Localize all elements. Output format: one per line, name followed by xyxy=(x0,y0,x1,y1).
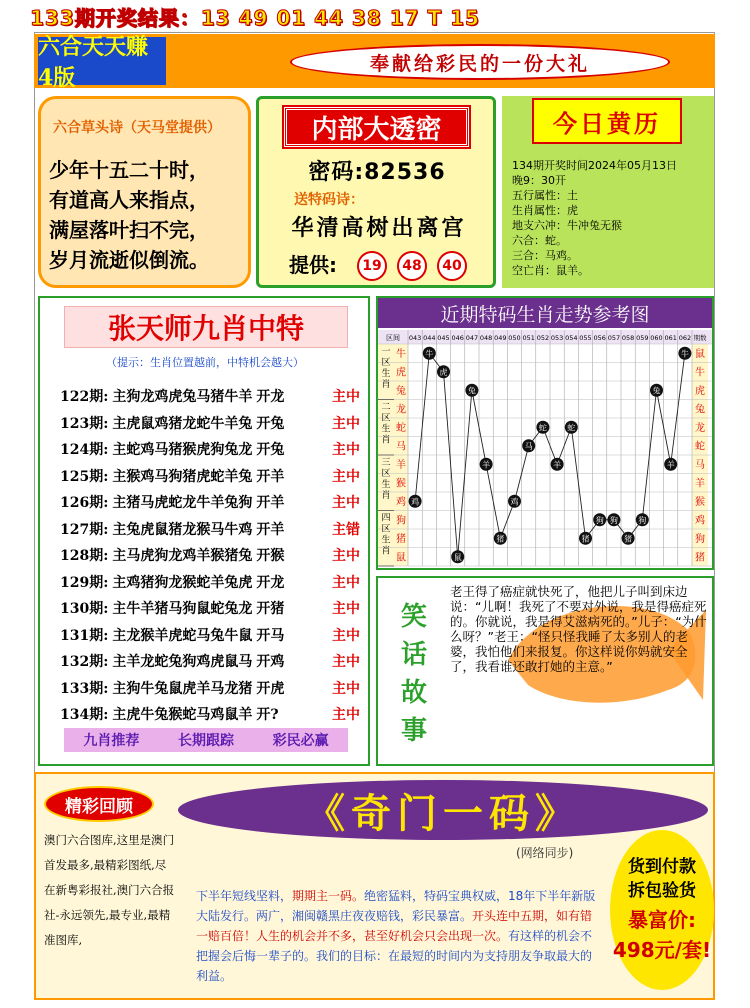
zodiac-row-label: 猪 xyxy=(396,533,406,545)
nine-zodiac-footer xyxy=(64,728,348,752)
trend-point-label: 蛇 xyxy=(567,423,576,433)
send-label: 送特码诗： xyxy=(294,192,364,208)
zodiac-row-label: 兔 xyxy=(695,404,705,416)
trend-point-label: 鼠 xyxy=(453,552,462,562)
zone-label: 肖 xyxy=(381,435,391,446)
period-label: 048 xyxy=(479,334,493,342)
nine-zodiac-tip: （提示：生肖位置越前，中特机会越大） xyxy=(106,356,304,369)
zodiac-row-label: 龙 xyxy=(396,404,406,416)
row-open: 开鸡 xyxy=(256,654,285,670)
trend-chart-panel xyxy=(376,296,714,570)
period-label: 060 xyxy=(650,334,663,342)
row-picks: 主猴鸡马狗猪虎蛇羊兔 xyxy=(112,468,253,485)
zodiac-row-label: 蛇 xyxy=(396,422,406,434)
trend-point-label: 猪 xyxy=(581,534,590,544)
almanac-line: 生肖属性：虎 xyxy=(512,204,578,217)
zodiac-row-label: 猴 xyxy=(396,478,406,490)
zone-label: 生 xyxy=(381,368,391,379)
row-open: 开虎 xyxy=(256,680,285,697)
footer-text: 长期跟踪 xyxy=(177,733,234,749)
row-period: 128期: xyxy=(60,548,109,564)
zodiac-row-label: 鸡 xyxy=(396,496,406,508)
row-open: 开兔 xyxy=(256,415,285,432)
almanac-line: 地支六冲：牛冲兔无猴 xyxy=(512,219,622,232)
cod-badge: 货到付款 拆包验货 暴富价: 498元/套! xyxy=(610,830,714,990)
poem-line: 少年十五二十时， xyxy=(49,158,209,182)
joke-text: 老王得了癌症就快死了，他把儿子叫到床边说：“儿啊！我死了不要对外说，我是得癌症死的。你就说，我是得艾滋病死的。”儿子：“为什么呀？”老王：“怪只怪我睡了太多别人的老婆，我怕他们来报复。你这样说你妈就安全了，我看谁还敢打她的主意。” xyxy=(450,584,707,674)
period-label: 057 xyxy=(607,334,621,342)
period-label: 052 xyxy=(536,334,550,342)
zodiac-row-label: 羊 xyxy=(396,459,406,471)
prediction-row xyxy=(60,704,360,728)
joke-panel xyxy=(376,576,714,766)
promo-description: 下半年短线坚料，期期主一码。绝密猛料，特码宝典权威，18年下半年新版大陆发行。两广，湘闽赣黑庄夜夜赔钱，彩民暴富。开头连中五期，如有错一赔百倍！人生的机会并不多，甚至好机会只会出现一次。有这样的机会不把握会后悔一辈子的。我们的目标：在最短的时间内为支持朋友争取最大的利益。 xyxy=(196,889,596,983)
number-ball: 48 xyxy=(397,251,427,281)
zone-label: 生 xyxy=(381,535,391,546)
trend-point-label: 兔 xyxy=(467,386,476,396)
row-result: 主中 xyxy=(332,415,360,432)
zodiac-row-label: 蛇 xyxy=(695,441,705,453)
period-label: 061 xyxy=(664,334,677,342)
trend-point-label: 马 xyxy=(524,441,533,451)
prediction-row xyxy=(60,545,360,569)
row-period: 131期: xyxy=(60,627,109,644)
almanac-line: 晚9：30开 xyxy=(512,174,566,187)
period-label: 047 xyxy=(465,334,479,342)
almanac-panel xyxy=(502,96,714,288)
row-result: 主中 xyxy=(332,680,360,697)
zone-label: 肖 xyxy=(381,546,391,557)
period-label: 053 xyxy=(550,334,564,342)
period-label: 045 xyxy=(437,334,450,342)
zodiac-row-label: 牛 xyxy=(396,348,406,360)
row-result: 主错 xyxy=(332,521,360,538)
prediction-row xyxy=(60,572,360,596)
poem-line: 岁月流逝似倒流。 xyxy=(49,248,209,272)
row-period: 124期: xyxy=(60,442,109,458)
row-period: 129期: xyxy=(60,574,109,591)
password: 密码:82536 xyxy=(308,160,446,185)
period-label: 043 xyxy=(408,334,422,342)
chart-title: 近期特码生肖走势参考图 xyxy=(378,298,712,328)
row-result: 主中 xyxy=(332,627,360,644)
row-result: 主中 xyxy=(332,495,360,511)
row-period: 127期: xyxy=(60,521,109,538)
trend-point-label: 狗 xyxy=(609,515,618,525)
zone-label: 生 xyxy=(381,424,391,435)
row-picks: 主兔虎鼠猪龙猴马牛鸡 xyxy=(112,521,253,538)
number-ball: 40 xyxy=(437,251,467,281)
prediction-row xyxy=(60,386,360,410)
special-hint: 华清高树出离宫 xyxy=(291,215,467,241)
row-open: 开马 xyxy=(256,627,285,644)
edition-badge: 六合天天赚 4版 xyxy=(38,37,166,85)
row-picks: 主牛羊猪马狗鼠蛇兔龙 xyxy=(112,601,253,617)
row-open: 开兔 xyxy=(256,442,285,458)
period-label: 050 xyxy=(508,334,521,342)
row-result: 主中 xyxy=(332,574,360,591)
secret-title: 内部大透密 xyxy=(284,107,469,147)
number-ball: 19 xyxy=(357,251,387,281)
poem-title: 六合草头诗（天马堂提供） xyxy=(53,120,221,136)
row-period: 130期: xyxy=(60,601,109,617)
poem-line: 有道高人来指点， xyxy=(49,188,209,212)
review-title: 精彩回顾 xyxy=(44,786,154,822)
prediction-row xyxy=(60,598,360,622)
row-result: 主中 xyxy=(332,389,360,405)
row-open: 开猴 xyxy=(256,548,285,564)
row-picks: 主猪马虎蛇龙牛羊兔狗 xyxy=(112,495,253,511)
row-picks: 主马虎狗龙鸡羊猴猪兔 xyxy=(112,548,253,564)
trend-point-label: 猪 xyxy=(624,534,633,544)
row-picks: 主狗牛兔鼠虎羊马龙猪 xyxy=(112,680,253,697)
row-picks: 主狗龙鸡虎兔马猪牛羊 xyxy=(112,389,253,405)
zone-label: 二 xyxy=(381,402,391,413)
nine-zodiac-panel xyxy=(38,296,370,766)
zodiac-row-label: 鼠 xyxy=(695,348,705,360)
result-banner: 133期开奖结果：13 49 01 44 38 17 T 15 xyxy=(30,6,480,30)
offer-label: 提供: xyxy=(289,253,337,277)
zone-label: 区 xyxy=(381,468,391,479)
period-label: 046 xyxy=(451,334,464,342)
trend-point-label: 鸡 xyxy=(411,497,420,507)
zodiac-row-label: 牛 xyxy=(695,367,705,379)
zone-label: 区 xyxy=(381,357,391,368)
prediction-row xyxy=(60,678,360,702)
zone-label: 一 xyxy=(381,346,391,357)
trend-point-label: 猪 xyxy=(496,534,505,544)
almanac-line: 134期开奖时间2024年05月13日 xyxy=(512,159,677,172)
trend-point-label: 羊 xyxy=(482,460,491,470)
period-label: 054 xyxy=(565,334,578,342)
trend-point-label: 蛇 xyxy=(538,423,547,433)
row-period: 122期: xyxy=(60,389,109,405)
row-picks: 主虎鼠鸡猪龙蛇牛羊兔 xyxy=(112,415,253,432)
zodiac-row-label: 羊 xyxy=(695,478,705,490)
zodiac-row-label: 鼠 xyxy=(396,552,406,564)
review-text: 澳门六合图库,这里是澳门首发最多,最精彩图纸,尽在新粤彩报社,澳门六合报社-永远领先,最专业,最精准图库, xyxy=(44,833,175,947)
trend-point-label: 羊 xyxy=(666,460,675,470)
zone-label: 四 xyxy=(381,513,391,524)
zone-label: 肖 xyxy=(381,490,391,501)
footer-text: 九肖推荐 xyxy=(83,733,140,749)
almanac-line: 五行属性：土 xyxy=(512,189,578,202)
row-result: 主中 xyxy=(332,707,360,723)
zodiac-row-label: 狗 xyxy=(396,515,406,527)
row-result: 主中 xyxy=(332,548,360,564)
slogan: 奉献给彩民的一份大礼 xyxy=(290,44,670,80)
zodiac-row-label: 猴 xyxy=(695,496,705,508)
row-result: 主中 xyxy=(332,654,360,670)
period-label: 055 xyxy=(579,334,592,342)
zodiac-row-label: 猪 xyxy=(695,552,705,564)
period-label: 059 xyxy=(636,334,649,342)
row-open: 开羊 xyxy=(256,468,285,485)
period-label: 062 xyxy=(678,334,692,342)
row-result: 主中 xyxy=(332,468,360,485)
row-period: 123期: xyxy=(60,415,109,432)
period-label: 058 xyxy=(621,334,635,342)
row-period: 133期: xyxy=(60,680,109,697)
prediction-row xyxy=(60,466,360,490)
trend-point-label: 牛 xyxy=(425,349,434,359)
period-label: 049 xyxy=(494,334,507,342)
zone-label: 肖 xyxy=(381,379,391,390)
row-open: 开龙 xyxy=(256,389,285,405)
row-open: 开? xyxy=(256,707,279,723)
zodiac-row-label: 鸡 xyxy=(695,515,705,527)
period-label: 044 xyxy=(423,334,436,342)
row-period: 132期: xyxy=(60,654,109,670)
prediction-row xyxy=(60,519,360,543)
trend-chart xyxy=(378,330,712,568)
zodiac-row-label: 狗 xyxy=(695,533,705,545)
prediction-row xyxy=(60,492,360,516)
zodiac-row-label: 兔 xyxy=(396,385,406,397)
trend-point-label: 狗 xyxy=(638,515,647,525)
period-label: 056 xyxy=(593,334,606,342)
trend-point-label: 狗 xyxy=(595,515,604,525)
zodiac-row-label: 龙 xyxy=(695,422,705,434)
almanac-line: 六合：蛇。 xyxy=(512,234,567,247)
prediction-row xyxy=(60,651,360,675)
prediction-row xyxy=(60,625,360,649)
zone-label: 三 xyxy=(381,457,391,468)
trend-point-label: 牛 xyxy=(680,349,689,359)
zodiac-row-label: 马 xyxy=(396,441,406,453)
row-picks: 主蛇鸡马猪猴虎狗兔龙 xyxy=(112,442,253,458)
row-open: 开羊 xyxy=(256,521,285,538)
row-picks: 主鸡猪狗龙猴蛇羊兔虎 xyxy=(112,574,253,591)
zone-label: 区 xyxy=(381,413,391,424)
almanac-line: 三合：马鸡。 xyxy=(512,249,578,262)
zodiac-row-label: 马 xyxy=(695,459,705,471)
secret-panel xyxy=(256,96,496,288)
nine-zodiac-title: 张天师九肖中特 xyxy=(64,306,348,348)
row-result: 主中 xyxy=(332,442,360,458)
row-picks: 主虎牛兔猴蛇马鸡鼠羊 xyxy=(112,707,253,723)
row-open: 开龙 xyxy=(256,574,285,591)
trend-point-label: 鸡 xyxy=(510,497,519,507)
prediction-row xyxy=(60,439,360,463)
trend-point-label: 羊 xyxy=(553,460,562,470)
trend-point-label: 兔 xyxy=(652,386,661,396)
poem-panel xyxy=(38,96,251,288)
bottom-panel xyxy=(34,772,715,1000)
footer-text: 彩民必赢 xyxy=(272,733,329,749)
poem-line: 满屋落叶扫不完， xyxy=(49,218,209,242)
qimen-title: 《奇门一码》 xyxy=(178,780,708,840)
row-result: 主中 xyxy=(332,601,360,617)
row-period: 126期: xyxy=(60,495,109,511)
period-label: 051 xyxy=(522,334,535,342)
chart-header-label: 期数 xyxy=(693,334,707,342)
zodiac-row-label: 虎 xyxy=(695,385,705,397)
network-sync: (网络同步) xyxy=(516,846,574,860)
prediction-row xyxy=(60,413,360,437)
row-picks: 主羊龙蛇兔狗鸡虎鼠马 xyxy=(112,654,253,670)
zodiac-row-label: 虎 xyxy=(396,367,406,379)
chart-header-label: 区间 xyxy=(386,334,400,342)
zone-label: 区 xyxy=(381,524,391,535)
trend-point-label: 虎 xyxy=(439,367,448,377)
joke-label: 笑 话 故 事 xyxy=(400,602,427,746)
zone-label: 生 xyxy=(381,479,391,490)
row-open: 开猪 xyxy=(256,601,285,617)
almanac-line: 空亡肖：鼠羊。 xyxy=(512,264,589,277)
row-picks: 主龙猴羊虎蛇马兔牛鼠 xyxy=(112,627,253,644)
row-open: 开羊 xyxy=(256,495,285,511)
row-period: 134期: xyxy=(60,707,109,723)
row-period: 125期: xyxy=(60,468,109,485)
almanac-title: 今日黄历 xyxy=(532,98,682,144)
